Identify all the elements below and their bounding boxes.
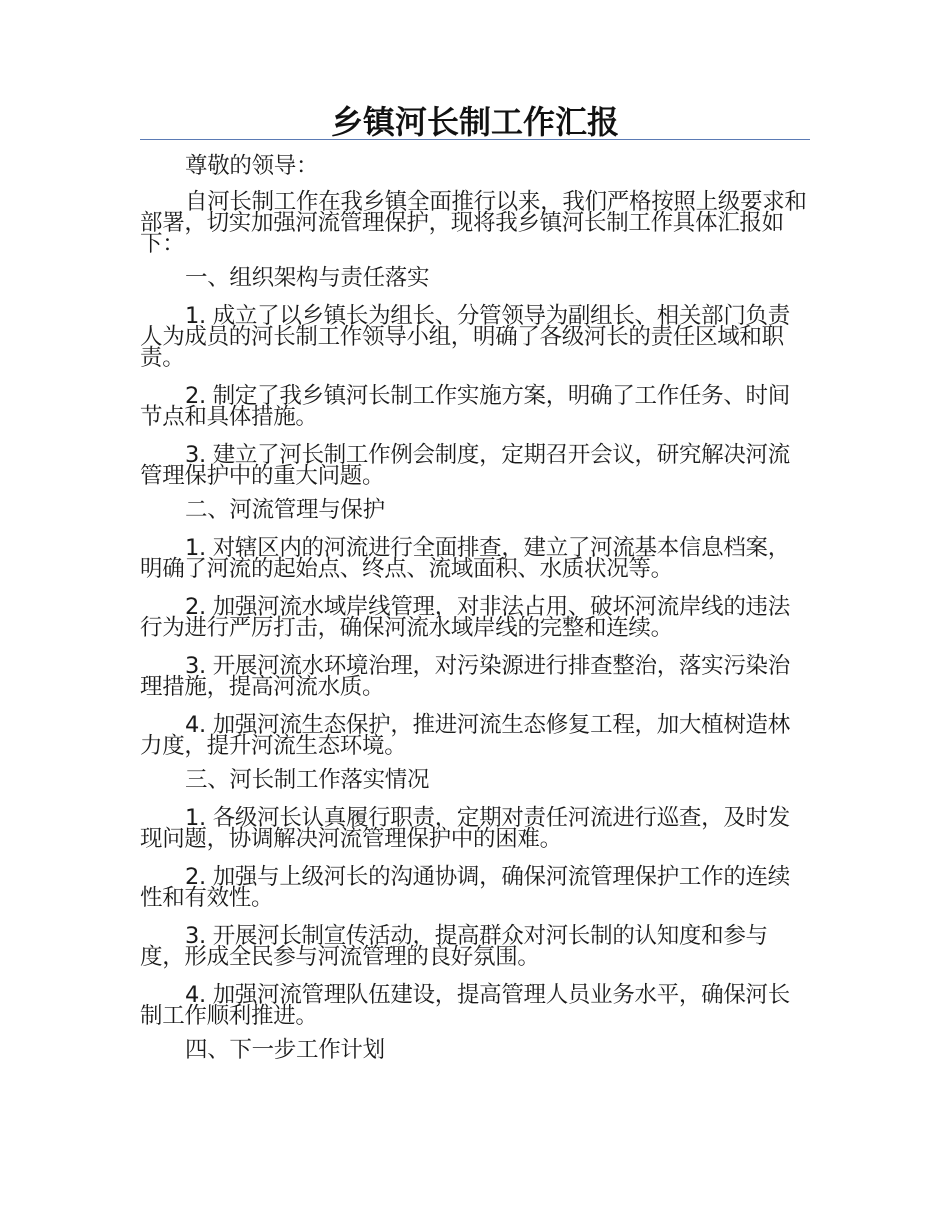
list-item: 2. 加强河流水域岸线管理，对非法占用、破坏河流岸线的违法行为进行严厉打击，确保河流水域岸线的完整和连续。 [140,594,790,641]
list-item: 3. 建立了河长制工作例会制度，定期召开会议，研究解决河流管理保护中的重大问题。 [140,442,790,489]
list-item: 4. 加强河流生态保护，推进河流生态修复工程，加大植树造林力度，提升河流生态环境。 [140,712,790,759]
list-item: 2. 加强与上级河长的沟通协调，确保河流管理保护工作的连续性和有效性。 [140,864,790,911]
section-heading: 一、组织架构与责任落实 [185,265,430,291]
page-title: 乡镇河长制工作汇报 [330,103,619,141]
list-item: 4. 加强河流管理队伍建设，提高管理人员业务水平，确保河长制工作顺利推进。 [140,982,790,1029]
list-item: 1. 成立了以乡镇长为组长、分管领导为副组长、相关部门负责人为成员的河长制工作领导小组，明确了各级河长的责任区域和职责。 [140,303,790,371]
list-item: 2. 制定了我乡镇河长制工作实施方案，明确了工作任务、时间节点和具体措施。 [140,383,790,430]
section-heading: 二、河流管理与保护 [185,497,385,523]
document-body [140,153,810,1063]
list-item: 1. 对辖区内的河流进行全面排查，建立了河流基本信息档案，明确了河流的起始点、终点、流域面积、水质状况等。 [140,535,790,582]
list-item: 3. 开展河流水环境治理，对污染源进行排查整治，落实污染治理措施，提高河流水质。 [140,653,790,700]
salutation: 尊敬的领导： [185,153,319,179]
title-underline [140,139,810,140]
intro-paragraph: 自河长制工作在我乡镇全面推行以来，我们严格按照上级要求和部署，切实加强河流管理保护，现将我乡镇河长制工作具体汇报如下： [140,189,807,257]
list-item: 3. 开展河长制宣传活动，提高群众对河长制的认知度和参与度，形成全民参与河流管理的良好氛围。 [140,923,768,970]
list-item: 1. 各级河长认真履行职责，定期对责任河流进行巡查，及时发现问题，协调解决河流管理保护中的困难。 [140,805,790,852]
section-heading: 三、河长制工作落实情况 [185,767,430,793]
section-heading: 四、下一步工作计划 [185,1037,385,1063]
